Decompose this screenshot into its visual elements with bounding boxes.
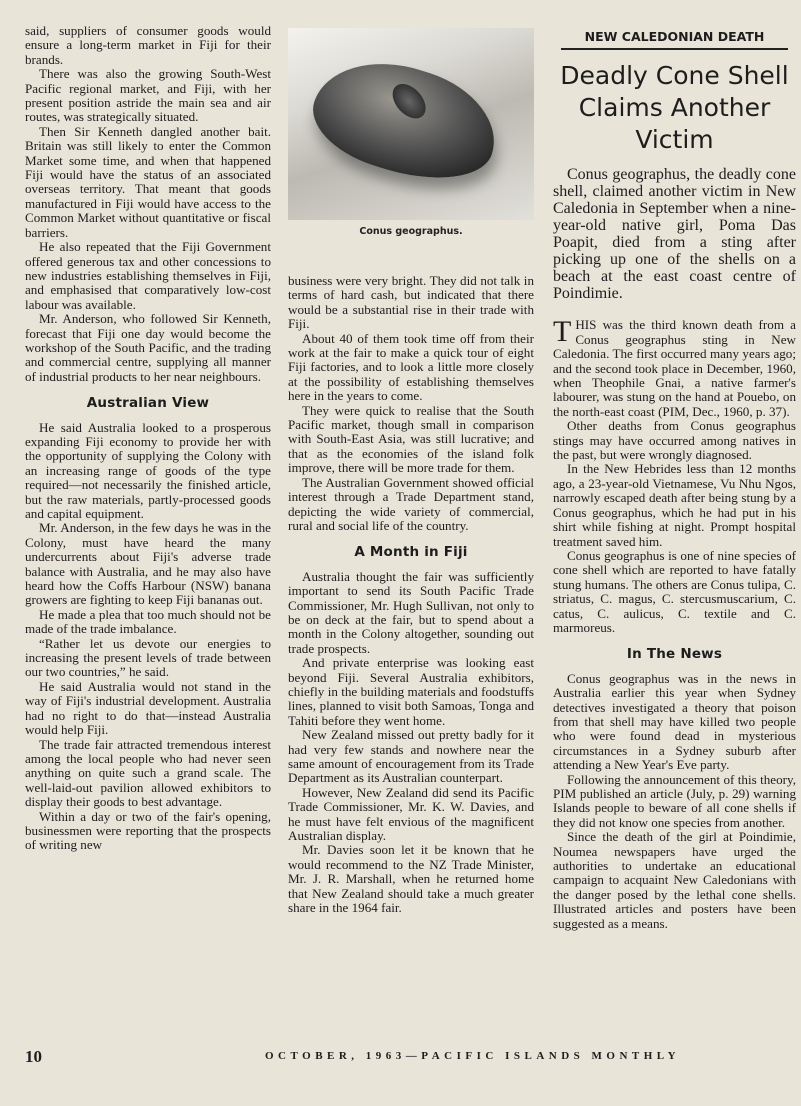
photo-caption: Conus geographus. [359, 226, 463, 237]
column-1 [25, 24, 271, 853]
paragraph: business were very bright. They did not talk in terms of hard cash, but indicated that there would be a substantial rise in their trade with Fiji. [288, 273, 534, 332]
article-standfirst: Conus geographus, the deadly cone shell, claimed another victim in New Caledonia in September when a nine-year-old native girl, Poma Das Poapit, died from a sting after picking up one of the shells on a beach at the east coast centre of Poindimie. [553, 166, 796, 303]
paragraph: Conus geographus is one of nine species of cone shell which are reported to have fatally stung humans. The others are Conus tulipa, C. striatus, C. magus, C. stercusmuscarium, C. catus, C. aulicus, C. textile and C. marmoreus. [553, 547, 796, 635]
paragraph: Other deaths from Conus geographus stings may have occurred among natives in the past, but were wrongly diagnosed. [553, 418, 796, 463]
article-headline: Deadly Cone Shell Claims Another Victim [560, 61, 789, 155]
paragraph: In the New Hebrides less than 12 months ago, a 23-year-old Vietnamese, Vu Nhu Ngos, narrowly escaped death after being stung by a Conus geographus, which he had put in his shirt while fishing at night. Prompt hospital treatment saved him. [553, 461, 796, 549]
subheading-a-month-in-fiji: A Month in Fiji [354, 544, 468, 561]
section-kicker: NEW CALEDONIAN DEATH [561, 30, 788, 50]
paragraph: There was also the growing South-West Pacific regional market, and Fiji, with her present position astride the main sea and air routes, was strategically situated. [25, 66, 271, 125]
cone-shell-image [301, 42, 509, 199]
paragraph: About 40 of them took time off from their work at the fair to make a quick tour of eight Fiji factories, and to look a little more closely at the possibility of establishing themselves here in the years to come. [288, 330, 534, 404]
paragraph: Then Sir Kenneth dangled another bait. Britain was still likely to enter the Common Market some time, and when that happened Fiji would have the status of an associated overseas territory. That meant that goods manufactured in Fiji would have access to the Common Market without quantitative or fiscal barriers. [25, 123, 271, 240]
paragraph: New Zealand missed out pretty badly for it had very few stands and nowhere near the same amount of encouragement from its Trade Department as its Australian counterpart. [288, 727, 534, 786]
paragraph: The trade fair attracted tremendous interest among the local people who had never seen anything on quite such a grand scale. The well-laid-out pavilion allowed exhibitors to display their goods to best advantage. [25, 736, 271, 810]
paragraph: Following the announcement of this theory, PIM published an article (July, p. 29) warning Islands people to beware of all cone shells if they did not know one species from another. [553, 771, 796, 830]
paragraph: They were quick to realise that the South Pacific market, though small in comparison with South-East Asia, was still lucrative; and that as the economies of the island folk improve, there will be more trade for them. [288, 402, 534, 476]
paragraph: said, suppliers of consumer goods would ensure a long-term market in Fiji for their brands. [25, 23, 271, 67]
paragraph: “Rather let us devote our energies to increasing the present levels of trade between our two countries,” he said. [25, 635, 271, 680]
paragraph: Mr. Davies soon let it be known that he would recommend to the NZ Trade Minister, Mr. J. R. Marshall, when he returned home that New Zealand should take a much greater share in the 1964 fair. [288, 842, 534, 916]
column-3 [553, 24, 796, 931]
paragraph: Since the death of the girl at Poindimie, Noumea newspapers have urged the authorities to undertake an educational campaign to acquaint New Caledonians with the danger posed by the lethal cone shells. Illustrated articles and posters have been suggested as a means. [553, 829, 796, 931]
page-footer [25, 1047, 796, 1067]
page-number: 10 [25, 1047, 42, 1066]
paragraph: Australia thought the fair was sufficiently important to send its South Pacific Trade Commissioner, Mr. Hugh Sullivan, not only to be on deck at the fair, but to spend about a month in the Colony altogether, sounding out trade prospects. [288, 568, 534, 656]
paragraph: Conus geographus was in the news in Australia earlier this year when Sydney detectives investigated a theory that poison from that shell may have killed two people who were found dead in mysterious circumstances in a Sydney suburb after attending a New Year's Eve party. [553, 670, 796, 773]
lead-paragraph: THIS was the third known death from a Conus geographus sting in New Caledonia. The first occurred many years ago; and the second took place in December, 1960, when Theophile Gnai, a native farmer's labourer, was stung on the hand at Pouebo, on the north-east coast (PIM, Dec., 1960, p. 37). [553, 315, 796, 419]
subheading-australian-view: Australian View [86, 395, 210, 412]
paragraph: And private enterprise was looking east beyond Fiji. Several Australia exhibitors, chiefly in the building materials and foodstuffs lines, planned to visit both Samoas, Tonga and Tahiti before they went home. [288, 655, 534, 728]
footer-issue-line: OCTOBER, 1963—PACIFIC ISLANDS MONTHLY [265, 1050, 681, 1062]
paragraph: He said Australia would not stand in the way of Fiji's industrial development. Australia had no right to do that—instead Australia would help Fiji. [25, 678, 271, 738]
cone-shell-photo [288, 28, 534, 220]
paragraph: Mr. Anderson, in the few days he was in the Colony, must have heard the many undercurrents about Fiji's adverse trade balance with Australia, and he may also have heard how the Coffs Harbour (NSW) banana growers are fighting to keep Fiji bananas out. [25, 520, 271, 608]
paragraph: Mr. Anderson, who followed Sir Kenneth, forecast that Fiji one day would become the workshop of the South Pacific, and the trading and commercial centre, supplying all manner of industrial products to her near neighbours. [25, 311, 271, 384]
paragraph: Within a day or two of the fair's opening, businessmen were reporting that the prospects of writing new [25, 808, 271, 853]
paragraph: The Australian Government showed official interest through a Trade Department stand, depicting the wide variety of commercial, rural and social life of the country. [288, 474, 534, 533]
paragraph: He made a plea that too much should not be made of the trade imbalance. [25, 606, 271, 637]
paragraph: He also repeated that the Fiji Government offered generous tax and other concessions to new industries establishing themselves in Fiji, and emphasised that comparatively low-cost labour was available. [25, 239, 271, 312]
drop-cap: T [553, 315, 572, 349]
subheading-in-the-news: In The News [626, 646, 723, 663]
paragraph: However, New Zealand did send its Pacific Trade Commissioner, Mr. K. W. Davies, and he must have felt envious of the magnificent Australian display. [288, 784, 534, 844]
paragraph: He said Australia looked to a prosperous expanding Fiji economy to provide her with the opportunity of supplying the Colony with an increasing range of goods of the type required—not necessarily the finished article, but the raw materials, partly-processed goods and capital equipment. [25, 419, 271, 521]
